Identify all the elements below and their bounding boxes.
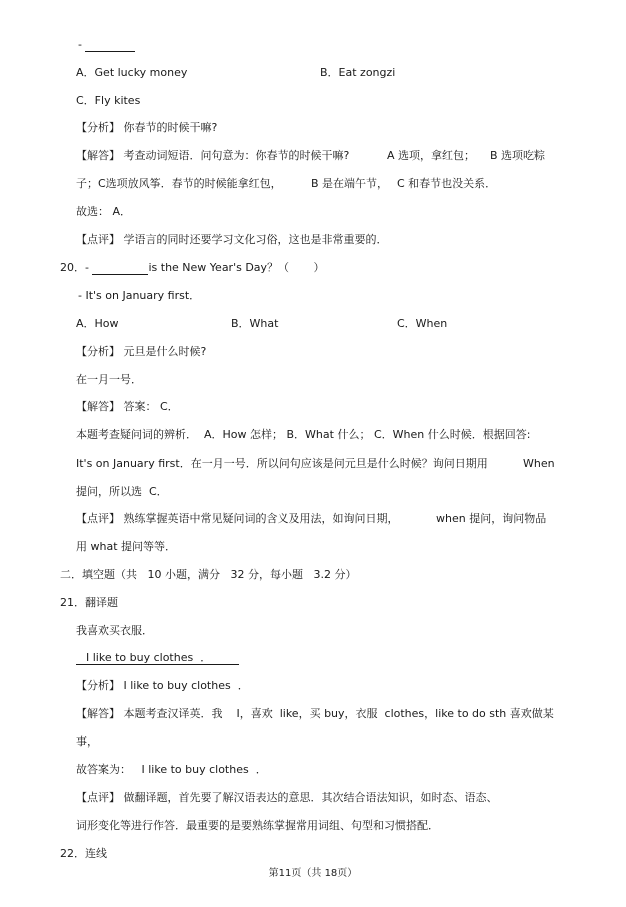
- q21-prompt: 我喜欢买衣服．: [76, 624, 153, 637]
- q20-answer-line4: 提问，所以选 C．: [76, 485, 168, 498]
- q19-prompt: [78, 38, 135, 52]
- q20-answer-line3b: When: [523, 457, 555, 470]
- q21-answer-line2: 事，: [76, 735, 98, 748]
- q21-answer-line1: 【解答】 本题考查汉译英．我 I，喜欢 like，买 buy，衣服 clothes，like to do sth 喜欢做某: [76, 707, 554, 720]
- q19-option-a: A．Get lucky money: [76, 66, 188, 79]
- q19-option-b: B．Eat zongzi: [320, 66, 396, 79]
- q21-answer-line3: 故答案为： I like to buy clothes ．: [76, 763, 267, 776]
- q20-comment-line1: 【点评】 熟练掌握英语中常见疑问词的含义及用法，如询问日期，: [76, 512, 399, 525]
- q19-answer-line1b: A 选项，拿红包；: [387, 149, 476, 162]
- q20-reply: - It's on January first．: [78, 289, 201, 302]
- q19-answer-line1: 【解答】 考查动词短语．问句意为：你春节的时候干嘛?: [76, 149, 350, 162]
- q21-analysis: 【分析】 I like to buy clothes ．: [76, 679, 249, 692]
- q21-fill: [76, 651, 239, 665]
- q20-answer-line3: It's on January first．在一月一号．所以问句应该是问元旦是什么时候？询问日期用: [76, 457, 488, 470]
- q21-number: 21．翻译题: [60, 596, 118, 609]
- q20-comment-line1b: when 提问，询问物品: [436, 512, 547, 525]
- section-heading: 二．填空题（共 10 小题，满分 32 分，每小题 3.2 分）: [60, 568, 357, 581]
- q20-stem-tail: is the New Year's Day？（ ）: [148, 261, 325, 274]
- q21-comment-line2: 词形变化等进行作答．最重要的是要熟练掌握常用词组、句型和习惯搭配．: [76, 819, 439, 832]
- q19-answer-line2: 子；C选项放风筝．春节的时候能拿红包，: [76, 177, 282, 190]
- q20-number: 20．-: [60, 261, 89, 274]
- q20-comment-line2: 用 what 提问等等．: [76, 540, 177, 553]
- q22-number: 22．连线: [60, 847, 107, 860]
- q19-option-c: C．Fly kites: [76, 94, 141, 107]
- q20-analysis: 【分析】 元旦是什么时候?: [76, 345, 207, 358]
- q19-answer-line1c: B 选项吃粽: [490, 149, 546, 162]
- q21-fill-answer: I like to buy clothes ．: [76, 651, 239, 665]
- answer-blank: [85, 39, 135, 52]
- q19-comment: 【点评】 学语言的同时还要学习文化习俗，这也是非常重要的．: [76, 233, 388, 246]
- q20-answer-line1: 【解答】 答案： C．: [76, 400, 179, 413]
- q20-option-b: B．What: [231, 317, 279, 330]
- q20-stem: [60, 261, 325, 275]
- answer-blank: [92, 262, 148, 275]
- q21-comment-line1: 【点评】 做翻译题，首先要了解汉语表达的意思．其次结合语法知识，如时态、语态、: [76, 791, 498, 804]
- q19-answer-line2c: C 和春节也没关系．: [397, 177, 497, 190]
- q20-answer-line2: 本题考查疑问词的辨析． A．How 怎样； B．What 什么； C．When 什么时候．根据回答:: [76, 428, 531, 441]
- q20-option-a: A．How: [76, 317, 119, 330]
- q19-answer-line3: 故选： A．: [76, 205, 132, 218]
- q20-analysis-2: 在一月一号．: [76, 373, 142, 386]
- dash: -: [78, 38, 82, 51]
- q19-answer-line2b: B 是在端午节，: [311, 177, 389, 190]
- q20-option-c: C．When: [397, 317, 448, 330]
- q19-analysis: 【分析】 你春节的时候干嘛?: [76, 121, 218, 134]
- page-footer: 第11页（共 18页）: [268, 868, 358, 879]
